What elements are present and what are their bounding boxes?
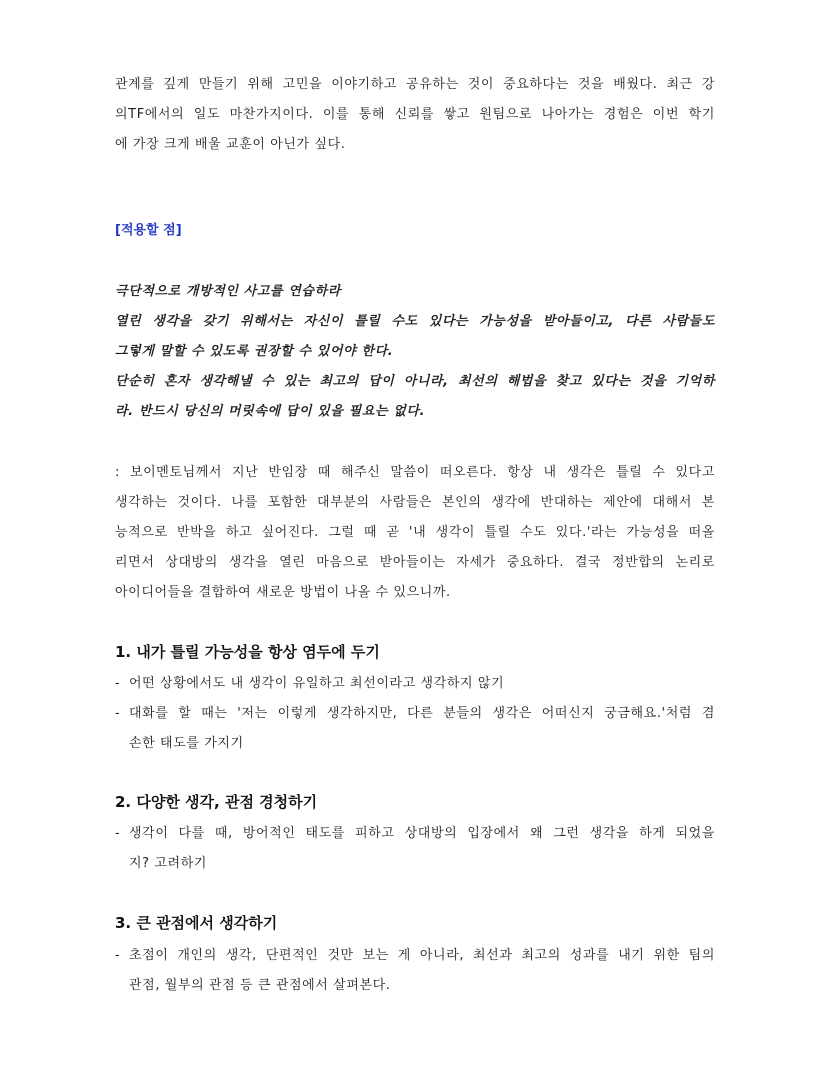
bullet-line: 손한 태도를 가지기 (129, 736, 244, 751)
bullet-item (115, 819, 715, 879)
bullet-item (115, 669, 715, 699)
text-line: 에 가장 크게 배울 교훈이 아닌가 싶다. (115, 137, 346, 152)
text-line: 생각하는 것이다. 나를 포함한 대부분의 사람들은 본인의 생각에 반대하는 제안에 대해서 본 (115, 495, 715, 510)
text-line: 리면서 상대방의 생각을 열린 마음으로 받아들이는 자세가 중요하다. 결국 정반합의 논리로 (115, 555, 715, 570)
quote-line: 그렇게 말할 수 있도록 권장할 수 있어야 한다. (115, 344, 394, 359)
point-heading: 2. 다양한 생각, 관점 경청하기 (115, 793, 318, 811)
point-heading: 1. 내가 틀릴 가능성을 항상 염두에 두기 (115, 643, 380, 661)
text-line: 능적으로 반박을 하고 싶어진다. 그럴 때 곧 '내 생각이 틀릴 수도 있다.'라는 가능성을 떠올 (115, 525, 715, 540)
text-line: 의TF에서의 일도 마찬가지이다. 이를 통해 신뢰를 쌓고 원팀으로 나아가는 경험은 이번 학기 (115, 107, 715, 122)
text-line: : 보이멘토님께서 지난 반임장 때 해주신 말씀이 떠오른다. 항상 내 생각은 틀릴 수 있다고 (115, 465, 715, 480)
quote-line: 열린 생각을 갖기 위해서는 자신이 틀릴 수도 있다는 가능성을 받아들이고, 다른 사람들도 (115, 314, 715, 329)
bullet-item (115, 699, 715, 759)
point-heading: 3. 큰 관점에서 생각하기 (115, 914, 278, 932)
bullet-line: 생각이 다를 때, 방어적인 태도를 피하고 상대방의 입장에서 왜 그런 생각을 하게 되었을 (129, 826, 715, 841)
quote-block (115, 277, 715, 427)
quote-line: 극단적으로 개방적인 사고를 연습하라 (115, 284, 341, 299)
reflection-paragraph (115, 458, 715, 608)
bullet-line: 관점, 월부의 관점 등 큰 관점에서 살펴본다. (129, 978, 391, 993)
bullet-item (115, 941, 715, 1001)
bullet-dash: - (115, 706, 120, 721)
section-label: [적용할 점] (115, 223, 182, 238)
text-line: 아이디어들을 결합하여 새로운 방법이 나올 수 있으니까. (115, 585, 451, 600)
bullet-line: 어떤 상황에서도 내 생각이 유일하고 최선이라고 생각하지 않기 (129, 676, 505, 691)
bullet-line: 초점이 개인의 생각, 단편적인 것만 보는 게 아니라, 최선과 최고의 성과를 내기 위한 팀의 (129, 948, 715, 963)
intro-paragraph (115, 70, 715, 160)
quote-line: 단순히 혼자 생각해낼 수 있는 최고의 답이 아니라, 최선의 해법을 찾고 있다는 것을 기억하 (115, 374, 715, 389)
quote-line: 라. 반드시 당신의 머릿속에 답이 있을 필요는 없다. (115, 404, 426, 419)
bullet-dash: - (115, 948, 120, 963)
bullet-line: 대화를 할 때는 '저는 이렇게 생각하지만, 다른 분들의 생각은 어떠신지 궁금해요.'처럼 겸 (129, 706, 715, 721)
bullet-dash: - (115, 826, 120, 841)
text-line: 관계를 깊게 만들기 위해 고민을 이야기하고 공유하는 것이 중요하다는 것을 배웠다. 최근 강 (115, 77, 715, 92)
bullet-line: 지? 고려하기 (129, 856, 208, 871)
bullet-dash: - (115, 676, 120, 691)
